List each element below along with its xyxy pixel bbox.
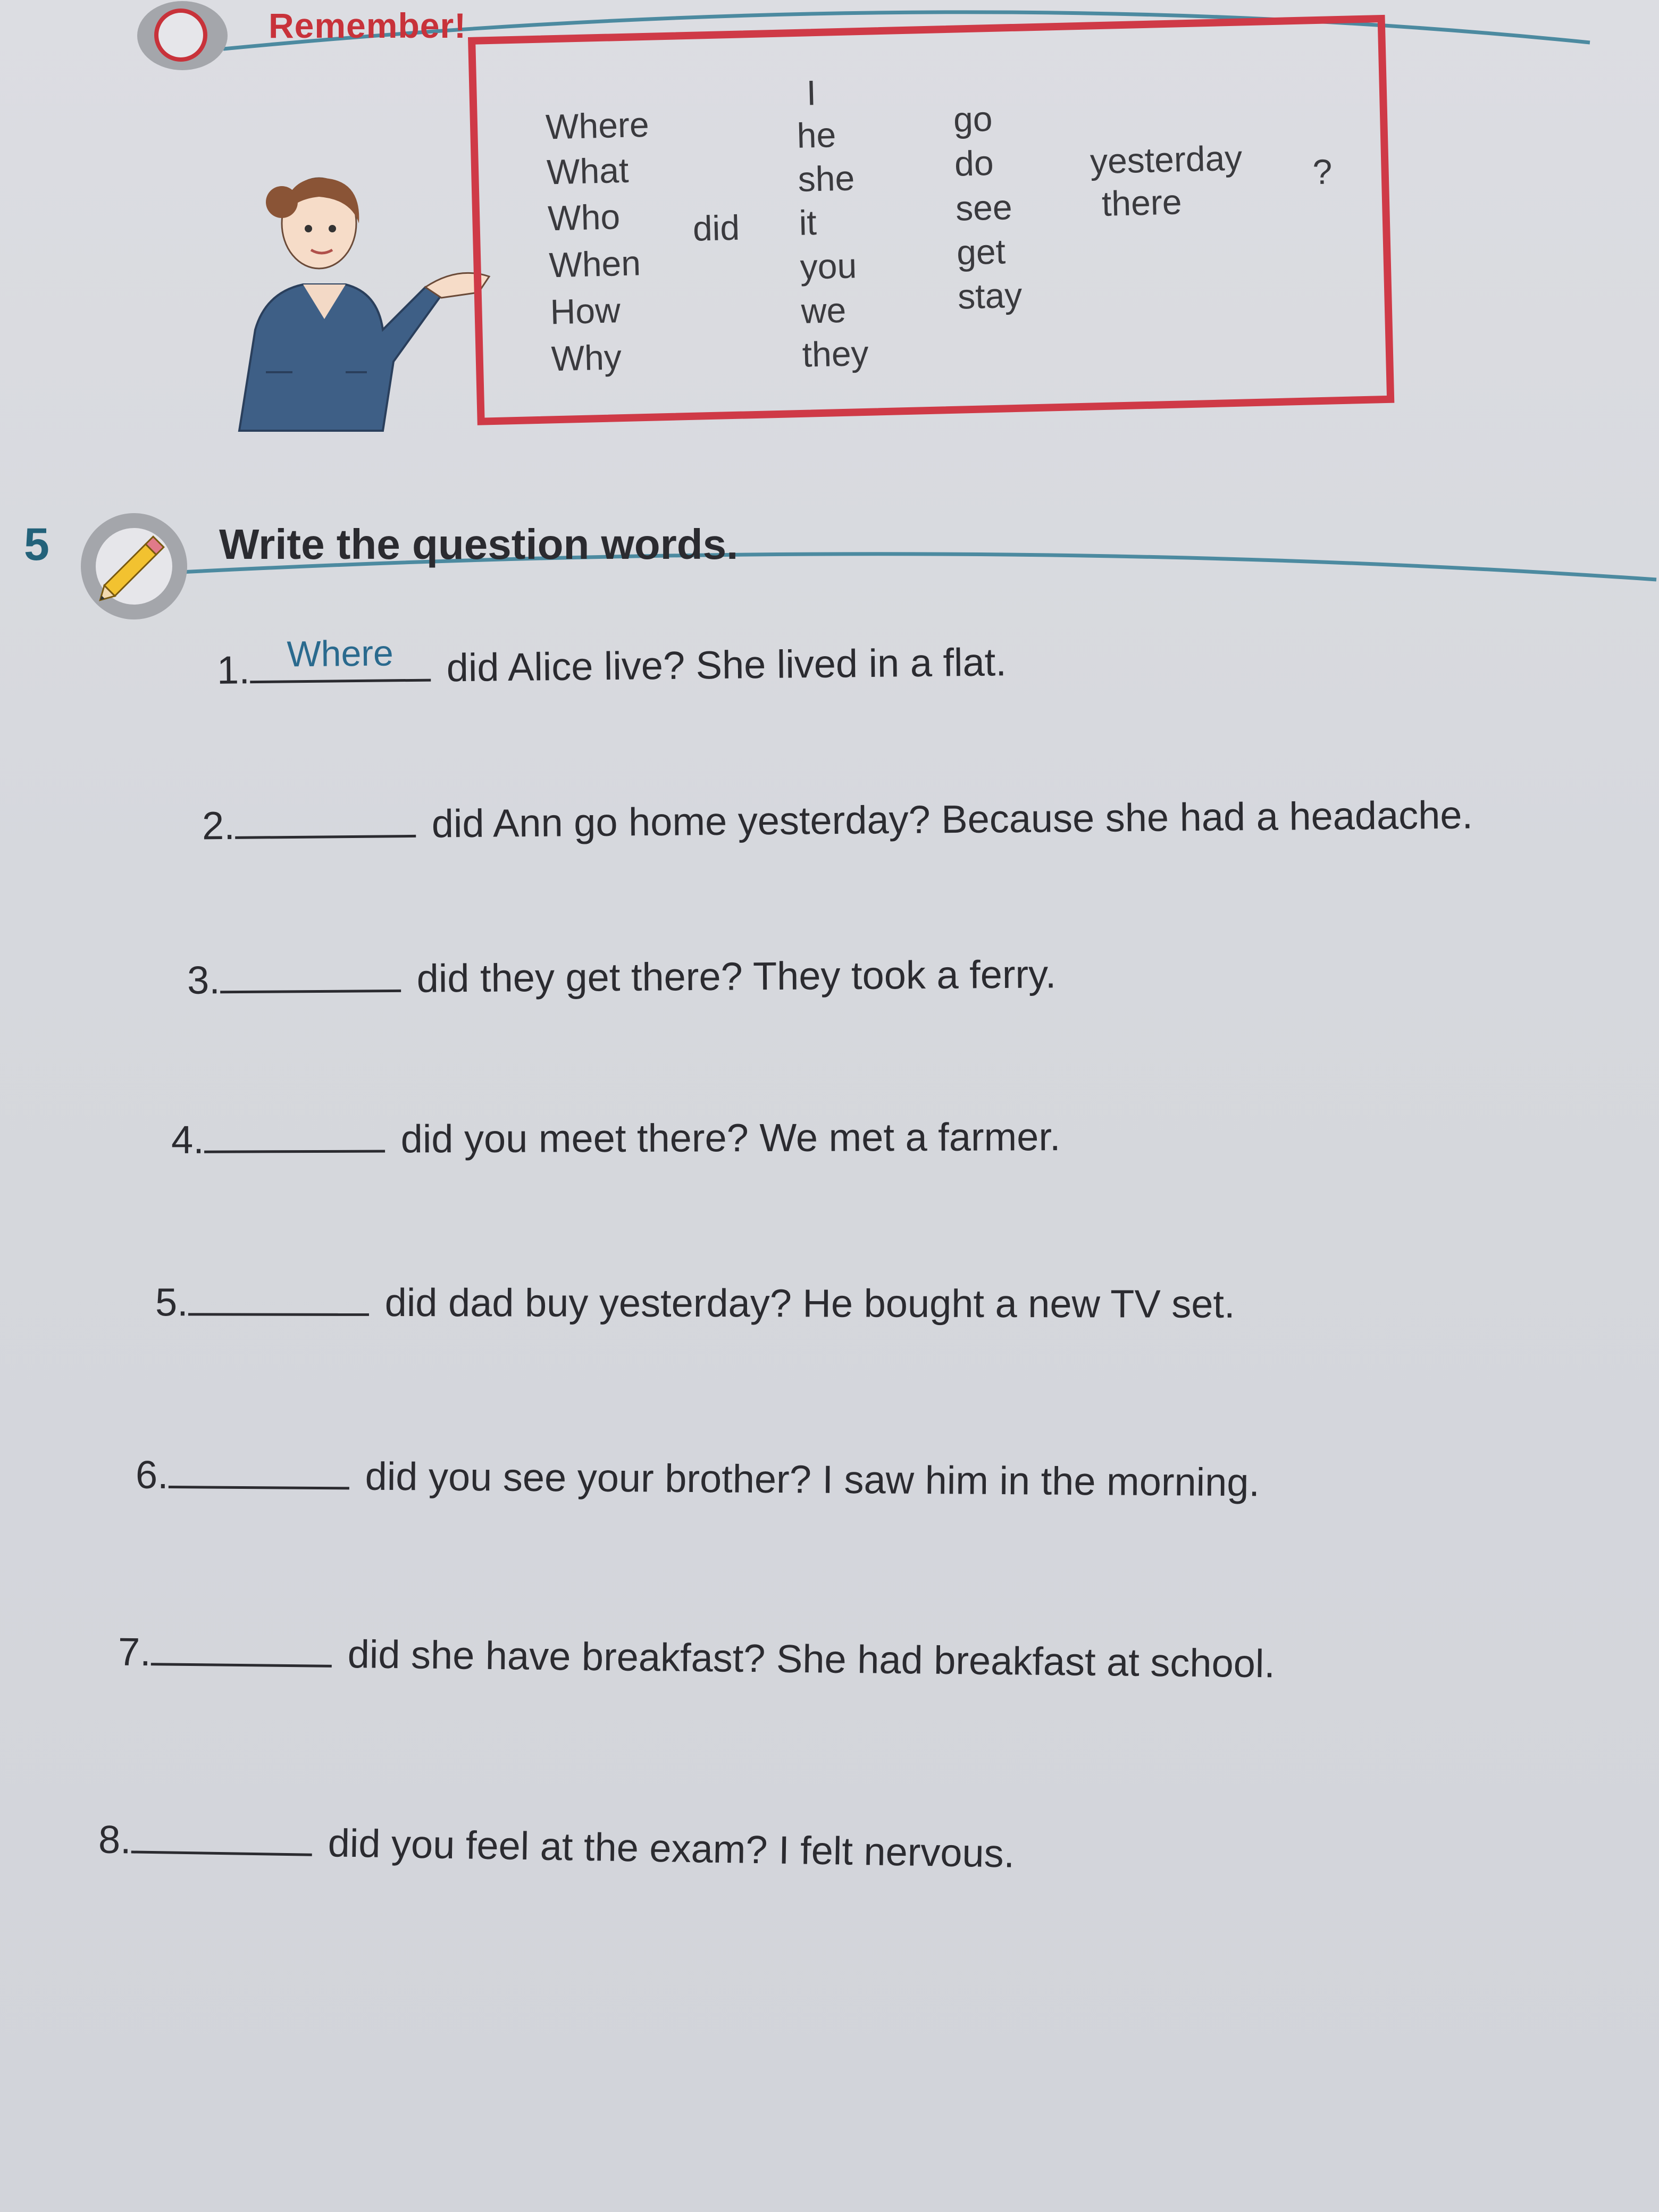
item-number: 1.	[216, 648, 250, 692]
exercise-number: 5	[24, 519, 49, 570]
question-word: What	[546, 150, 630, 192]
auxiliary-did: did	[692, 207, 740, 248]
exercise-item	[187, 951, 1057, 1002]
verb: stay	[957, 275, 1023, 316]
pronoun: you	[799, 246, 858, 287]
exercise-title: Write the question words.	[219, 521, 739, 568]
pronoun: I	[806, 73, 817, 113]
answer-blank[interactable]	[131, 1819, 312, 1856]
pronoun: she	[797, 158, 856, 199]
question-word: Why	[550, 337, 622, 379]
exercise-item	[216, 633, 1007, 693]
item-text: did they get there? They took a ferry.	[416, 952, 1057, 1001]
verb: go	[953, 98, 993, 139]
item-text: did you feel at the exam? I felt nervous.	[328, 1821, 1015, 1876]
question-word: Where	[545, 104, 650, 147]
pronoun: he	[796, 115, 837, 155]
pronoun: they	[801, 333, 869, 374]
item-number: 6.	[135, 1452, 169, 1497]
exercise-item	[136, 1452, 1260, 1505]
question-word: How	[549, 290, 621, 332]
verb: get	[956, 231, 1006, 272]
adverb: there	[1101, 182, 1183, 223]
answer-blank[interactable]	[234, 803, 416, 839]
pronoun: it	[798, 203, 817, 242]
item-text: did dad buy yesterday? He bought a new TV set.	[384, 1280, 1235, 1326]
verb: do	[954, 143, 994, 183]
remember-title: Remember!	[269, 6, 467, 45]
item-text: did Ann go home yesterday? Because she had a headache.	[431, 792, 1473, 846]
question-mark: ?	[1312, 152, 1333, 192]
question-word: Who	[547, 197, 621, 238]
item-number: 2.	[202, 803, 236, 848]
item-number: 4.	[171, 1117, 204, 1162]
adverb: yesterday	[1090, 138, 1243, 181]
answer-blank[interactable]	[220, 958, 400, 993]
item-number: 5.	[155, 1280, 188, 1325]
exercise-item	[118, 1629, 1276, 1687]
answer-blank[interactable]	[204, 1118, 385, 1153]
grammar-table-box	[468, 15, 1394, 425]
item-text: did you meet there? We met a farmer.	[400, 1115, 1061, 1161]
item-number: 3.	[187, 958, 221, 1002]
exercise-item	[155, 1279, 1235, 1327]
exercise-item	[98, 1816, 1015, 1876]
answer-blank[interactable]	[169, 1454, 349, 1489]
verb: see	[955, 187, 1013, 228]
exercise-item	[202, 792, 1473, 849]
pronoun: we	[800, 290, 847, 331]
item-text: did Alice live? She lived in a flat.	[446, 640, 1007, 690]
item-text: did she have breakfast? She had breakfast at school.	[347, 1632, 1276, 1686]
handwritten-answer: Where	[287, 633, 394, 675]
question-word: When	[548, 243, 641, 285]
answer-blank[interactable]	[249, 633, 431, 684]
item-text: did you see your brother? I saw him in the morning.	[365, 1454, 1260, 1505]
item-number: 7.	[118, 1629, 152, 1674]
pencil-icon	[81, 513, 187, 619]
teacher-illustration	[223, 170, 500, 436]
exercise-item	[171, 1114, 1061, 1162]
item-number: 8.	[98, 1817, 132, 1862]
remember-badge-icon	[137, 1, 228, 70]
answer-blank[interactable]	[151, 1631, 332, 1668]
answer-blank[interactable]	[188, 1281, 369, 1316]
